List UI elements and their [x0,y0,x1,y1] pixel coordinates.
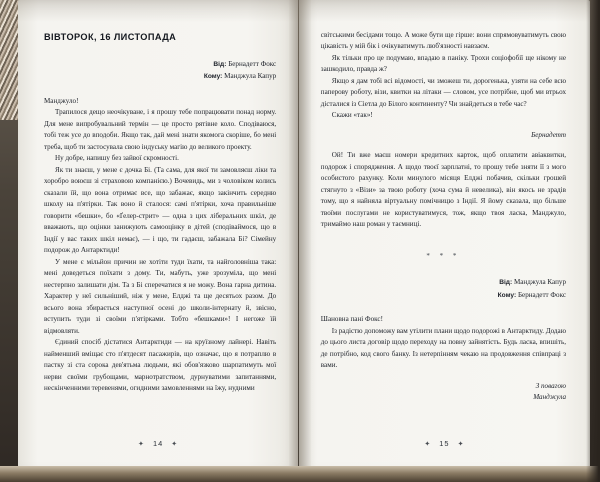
body-paragraph: Ой! Ти вже маєш номери кредитних карток, щоб оплатити авіаквитки, подорож і спорядження. А щодо твоєї зарплатні, то прошу тебе зняти її з мого особистого рахунку. Коли минулого місяця Елджі побачив, скільки грошей стягнуто з «Візи» за твою роботу (хоча сума й невелика), він якось не зрадів тому, що я найняла віртуальну помічницю з Індії. Я йому сказала, що більше твоїми послугами не користуватимуся, тож, якщо твоя ласка, Манджуло, тримаймо наш роман у таємниці. [320,151,566,229]
salutation: Шановна пані Фокс! [320,315,383,324]
to-line [321,289,566,302]
body-paragraph: Єдиний спосіб дістатися Антарктиди — на круїзному лайнері. Навіть найменший вміщає сто п'ятдесят пасажирів, що означає, що я потраплю в пастку зі ста сорока дев'ятьма людьми, які обов'язково шарпатимуть мої нерви своїми грубощами, марнотратством, дурнуватими запитаннями, нескінченними теревенями, огидними замовленнями на їжу, нудними [44,338,277,393]
book-bottom-page-edge [0,466,600,482]
from-label: Від: [499,279,513,287]
letter-signature: Бернадетт [531,130,566,139]
from-line [44,58,276,71]
page-folio-left [18,439,298,448]
page-title: ВІВТОРОК, 16 ЛИСТОПАДА [44,32,177,42]
right-vignette [586,0,600,482]
salutation: Манджуло! [44,96,79,105]
folio-ornament-left-icon: ✦ [424,441,432,448]
right-page-content [299,0,590,472]
body-paragraph: Як тільки про це подумаю, впадаю в паніку. Трохи соціофобії ще нікому не зашкодило, правда ж? [320,53,566,74]
page-number: 14 [152,439,164,448]
folio-ornament-right-icon: ✦ [171,441,179,448]
to-line [44,70,276,83]
body-paragraph: Скажи «так»! [331,111,373,120]
from-line [321,276,566,289]
body-paragraph: Як ти знаєш, у мене є дочка Бі. (Та сама, для якої ти замовляєш ліки та хоробро воюєш зі страховою компанією.) Вочевидь, ми з чоловіком колись сказали їй, що вона отримає все, що забажає, якщо закінчить середню школу на п'ятірки. Так воно й сталося: самі п'ятірки, хоча правильніше говорити «бешки», бо «Ґелер-стрит» — одна з цих ліберальних шкіл, де вважають, що оцінки занижують самооцінку в дітей (сподіваймося, що в Індії у вас таких шкіл немає), — і що, ти гадаєш, забажала Бі? Сімейну подорож до Антарктиди! [44,165,277,255]
letter-header-right [321,276,566,301]
letter-header-left [44,58,276,83]
page-folio-right [299,439,590,448]
from-label: Від: [213,60,227,68]
letter-closing [321,381,566,404]
folio-ornament-right-icon: ✦ [457,441,465,448]
to-value: Бернадетт Фокс [517,290,566,299]
from-value: Бернадетт Фокс [228,59,277,68]
body-paragraph: Якщо я дам тобі всі відомості, чи зможеш ти, дорогенька, узяти на себе всю паперову роботу, візи, квитки на літаки — словом, усе потрібне, щоб ми втрьох дісталися із Сіетла до Білого континенту? Чи знайдеться в тебе час? [320,76,566,108]
body-paragraph: Із радістю допоможу вам утілити плани щодо подорожі в Антарктиду. Додаю до цього листа договір щодо переходу на повну зайнятість. Будь ласка, впишіть, де потрібно, код свого банку. Із нетерпінням чекаю на продовження співпраці з вами. [320,326,566,370]
body-paragraph: Трапилося дещо неочікуване, і я прошу тебе попрацювати понад норму. Для мене випробувальний термін — це просто рятівне коло. Сподіваюся, тобі теж усе до вподоби. Якщо так, дай мені знати якомога скоріше, бо мені треба, щоб ти застосувала свою індуську магію до великого проекту. [44,108,277,151]
from-value: Манджула Капур [513,278,566,287]
to-label: Кому: [203,73,223,81]
left-page-content [18,0,298,472]
body-paragraph: світськими бесідами тощо. А може бути ще гірше: вони спрямовуватимуть свою цікавість у мій бік і очікуватимуть люб'язності навзаєм. [320,31,566,51]
page-number: 15 [439,439,450,448]
closing-line: З повагою [535,381,566,390]
section-divider: * * * [426,251,461,260]
to-label: Кому: [497,291,517,299]
right-page [299,0,590,472]
closing-name: Манджула [533,392,566,401]
left-page [18,0,298,472]
folio-ornament-left-icon: ✦ [138,441,145,448]
body-paragraph: У мене є мільйон причин не хотіти туди їхати, та найголовніша така: мені доведеться поїхати з дому. Ти, мабуть, уже зрозуміла, що мені нестерпно залишати дім. Та з Бі сперечатися я не можу. Вона гарна дитина. Характер у неї сильніший, ніж у мене, Елджі та ще десятьох разом. До всього вона збирається наступної осені до школи-інтернату й, звісно, вступить туди зі своїми п'ятірками. Тобто «бешками»! І негоже їй відмовляти. [44,257,277,335]
body-paragraph: Ну добре, напишу без зайвої скромності. [55,154,179,163]
to-value: Манджула Капур [224,72,277,81]
